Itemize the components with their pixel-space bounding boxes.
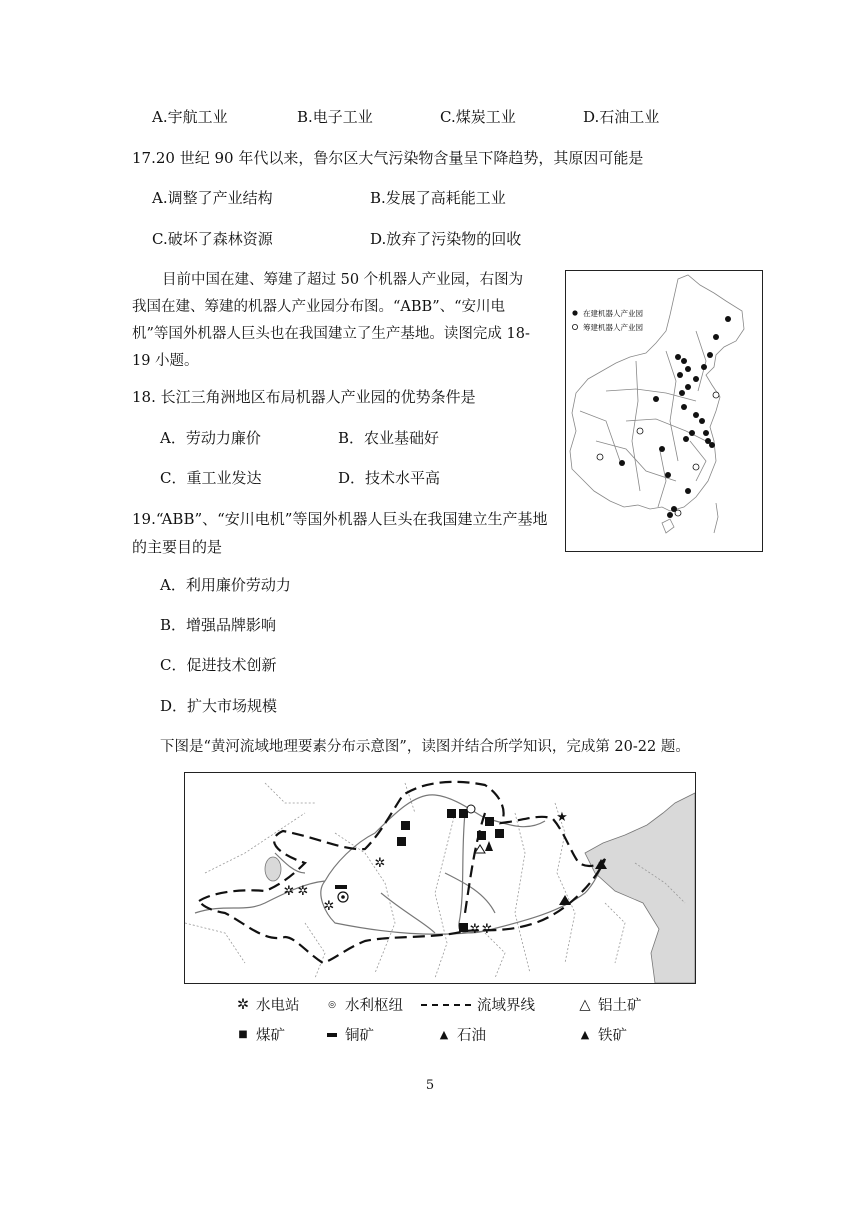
q17-option-d: D.放弃了污染物的回收: [370, 230, 522, 248]
bar-icon: [335, 885, 347, 889]
q17-option-a: A.调整了产业结构: [152, 189, 273, 207]
legend-bauxite: △ 铝土矿: [579, 996, 642, 1014]
square-icon: [401, 821, 410, 830]
triangle-icon: ▲: [580, 1028, 590, 1041]
map1-legend-planned: 筹建机器人产业园: [583, 323, 643, 332]
square-icon: ■: [238, 1029, 248, 1040]
legend-hub: ◎ 水利枢纽: [325, 994, 403, 1015]
page-number: 5: [425, 1078, 435, 1093]
square-icon: [459, 809, 468, 818]
square-icon: [397, 837, 406, 846]
gear-icon: ✲: [469, 922, 481, 937]
triangle-icon: [559, 895, 571, 905]
q18-option-b: B．农业基础好: [338, 429, 440, 447]
square-icon: [495, 829, 504, 838]
q19-stem: 19.“ABB”、“安川电机”等国外机器人巨头在我国建立生产基地的主要目的是: [132, 510, 548, 556]
q19-option-d: D．扩大市场规模: [160, 697, 278, 715]
legend-oil: ▲ 石油: [437, 1024, 486, 1045]
q17-option-b: B.发展了高耗能工业: [370, 189, 506, 207]
legend-iron: ▲ 铁矿: [578, 1024, 627, 1045]
oil-icon: [485, 841, 493, 851]
star-icon: ★: [556, 810, 568, 825]
bar-icon: [325, 1027, 339, 1043]
q16-option-d: D.石油工业: [583, 108, 660, 126]
legend-coal: ■ 煤矿: [236, 1024, 285, 1045]
q16-option-b: B.电子工业: [297, 108, 373, 126]
q18-option-c: C．重工业发达: [160, 469, 262, 487]
map1-legend-built: 在建机器人产业园: [583, 309, 643, 318]
legend-boundary: 流域界线: [421, 994, 535, 1015]
legend-copper: 铜矿: [325, 1024, 374, 1045]
china-robot-park-map: [565, 270, 763, 552]
gear-icon: ✲: [323, 899, 335, 914]
q18-option-a: A．劳动力廉价: [160, 429, 261, 447]
hollow-triangle-icon: △: [579, 996, 591, 1013]
q16-option-a: A.宇航工业: [152, 108, 228, 126]
square-icon: [447, 809, 456, 818]
china-map-svg: [566, 271, 762, 551]
yellow-river-intro: 下图是“黄河流域地理要素分布示意图”，读图并结合所学知识，完成第 20-22 题。: [160, 739, 690, 755]
q17-option-c: C.破坏了森林资源: [152, 230, 273, 248]
hub-icon: ◎: [328, 999, 336, 1010]
q16-option-c: C.煤炭工业: [440, 108, 516, 126]
q19-option-b: B．增强品牌影响: [160, 616, 277, 634]
square-icon: [459, 923, 468, 932]
oil-icon: ▲: [439, 1028, 449, 1041]
dashed-line-icon: [421, 1004, 471, 1006]
gear-icon: ✲: [481, 922, 493, 937]
yellow-river-map-svg: [185, 773, 695, 983]
legend-hydro: ✲ 水电站: [236, 996, 300, 1014]
q19-option-a: A．利用廉价劳动力: [160, 576, 291, 594]
q19-option-c: C．促进技术创新: [160, 656, 277, 674]
gear-icon: ✲: [283, 884, 295, 899]
square-icon: [485, 817, 494, 826]
gear-icon: ✲: [297, 884, 309, 899]
q17-stem: 17.20 世纪 90 年代以来，鲁尔区大气污染物含量呈下降趋势，其原因可能是: [132, 149, 644, 167]
gear-icon: ✲: [374, 856, 386, 871]
robot-intro-paragraph: 目前中国在建、筹建了超过 50 个机器人产业园，右图为我国在建、筹建的机器人产业园分布图。“ABB”、“安川电机”等国外机器人巨头也在我国建立了生产基地。读图完成 18-19 小题。: [132, 272, 530, 369]
q18-option-d: D．技术水平高: [338, 469, 441, 487]
gear-icon: ✲: [236, 996, 250, 1013]
q18-stem: 18. 长江三角洲地区布局机器人产业园的优势条件是: [132, 388, 476, 406]
square-icon: [477, 831, 486, 840]
yellow-river-map: [184, 772, 696, 984]
